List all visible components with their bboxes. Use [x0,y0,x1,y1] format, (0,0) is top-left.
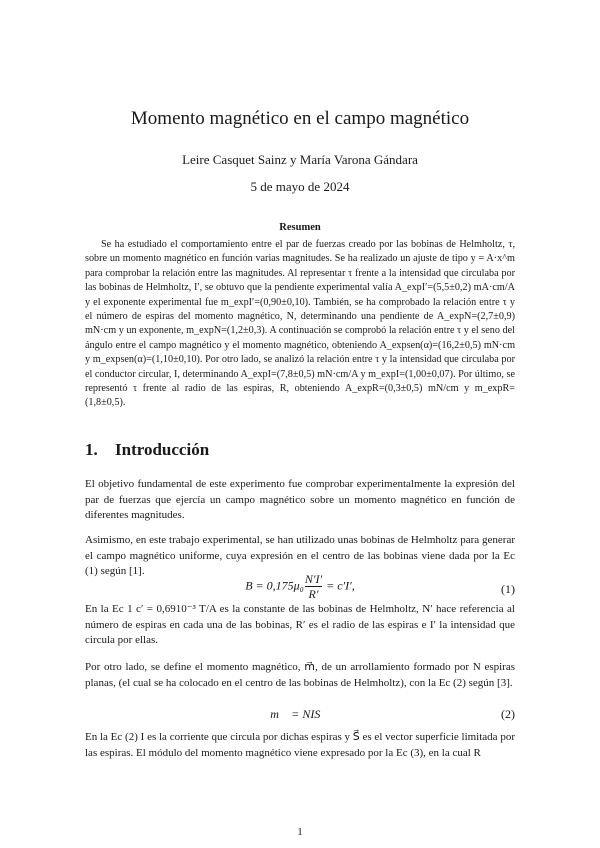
equation-2 [85,707,515,727]
authors: Leire Casquet Sainz y María Varona Gándara [182,152,418,167]
equation-1-numerator: N′I′ [304,572,323,586]
section-title: Introducción [115,440,210,459]
paragraph-1: El objetivo fundamental de este experimento fue comprobar experimentalmente la expresión del par de fuerzas que ejercía un campo magnético sobre un momento magnético en función de diferentes magnitudes. [85,478,515,522]
equation-2-body: m⃗ = NIS⃗ [270,707,330,721]
equation-1-denominator: R′ [305,586,322,601]
equation-1-body [85,572,515,601]
paragraph-2: Asimismo, en este trabajo experimental, se han utilizado unas bobinas de Helmholtz para generar el campo magnético uniforme, cuya expresión en el centro de las bobinas viene dada por la Ec (1) según [1]. [85,534,515,578]
paragraph-4: Por otro lado, se define el momento magnético, m⃗, de un arrollamiento formado por N espiras planas, (el cual se ha colocado en el centro de las bobinas de Helmholtz), con la Ec (2) según [3]. [85,661,515,689]
abstract-text: Se ha estudiado el comportamiento entre el par de fuerzas creado por las bobinas de Helmholtz, τ, sobre un momento magnético en función varias magnitudes. Se ha realizado un ajuste de tipo y = A·x^m para comprobar la relación entre las magnitudes. Al representar τ frente a la intensidad que circulaba por las bobinas de Helmholtz, I′, se obtuvo que la pendiente experimental valía A_expI′=(5,5±0,2) mA·cm/A y el exponente experimental fue m_expI′=(0,90±0,10). También, se ha comprobado la relación entre τ y el número de espiras del momento magnético, N, determinando una pendiente de A_expN=(2,7±0,9) mN·cm y un exponente, m_expN=(1,2±0,3). A continuación se comprobó la relación entre τ y el seno del ángulo entre el campo magnético y el momento magnético, obteniendo A_expsen(α)=(16,2±0,5) mN·cm y m_expsen(α)=(1,10±0,10). Por otro lado, se analizó la relación entre τ y la intensidad que circulaba por el conductor circular, I, determinando A_expI=(7,8±0,5) mN·cm/A y m_expI=(1,00±0,07). Por último, se representó τ frente al radio de las espiras, R, obteniendo A_expR=(0,3±0,5) mN/cm y m_expR=(1,8±0,5). [85,239,515,409]
equation-1-label: (1) [501,582,515,596]
section-heading [85,440,515,460]
equation-2-label: (2) [501,707,515,721]
page-number: 1 [297,826,303,838]
equation-1-fraction [305,572,322,601]
paper-title: Momento magnético en el campo magnético [130,108,470,129]
paragraph-5: En la Ec (2) I es la corriente que circula por dichas espiras y S⃗ es el vector superficie limitada por las espiras. El módulo del momento magnético viene expresado por la Ec (3), en la cual R [85,731,515,759]
paragraph-3: En la Ec 1 c′ = 0,6910⁻³ T/A es la constante de las bobinas de Helmholtz, N′ hace referencia al número de espiras en cada una de las bobinas, R′ es el radio de las espiras e I′ la intensidad que circula por ellas. [85,603,515,647]
equation-1-lhs: B = 0,175μ₀ [245,578,304,593]
section-number: 1. [85,440,98,459]
abstract-heading: Resumen [279,222,321,233]
date: 5 de mayo de 2024 [250,179,350,194]
equation-1-rhs: = c′I′, [326,578,355,593]
